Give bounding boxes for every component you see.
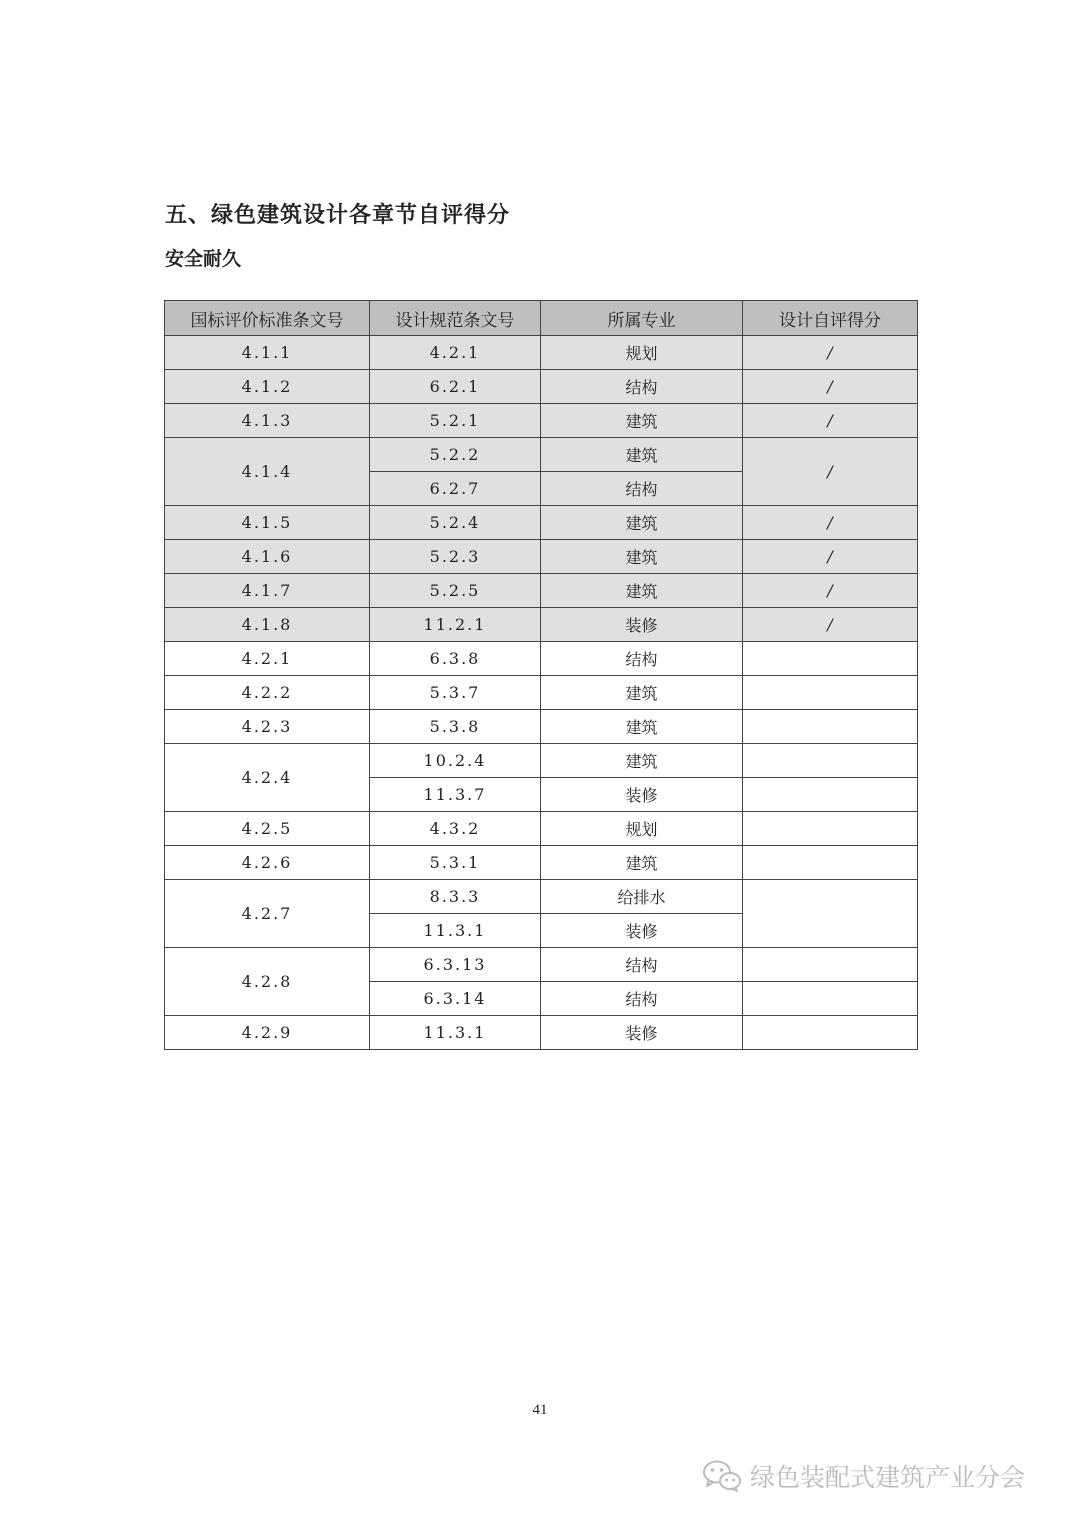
table-row (165, 642, 918, 676)
design-code-cell: 5.2.2 (370, 438, 541, 472)
self-score-cell (743, 812, 918, 846)
table-row (165, 540, 918, 574)
self-score-cell (743, 846, 918, 880)
standard-clause-cell: 4.2.5 (165, 812, 370, 846)
discipline-cell: 建筑 (541, 506, 743, 540)
standard-clause-cell: 4.1.5 (165, 506, 370, 540)
standard-clause-cell: 4.1.3 (165, 404, 370, 438)
design-code-cell: 5.3.8 (370, 710, 541, 744)
page-number: 41 (532, 1402, 548, 1418)
standard-clause-cell: 4.2.6 (165, 846, 370, 880)
discipline-cell: 结构 (541, 472, 743, 506)
design-code-cell: 5.2.1 (370, 404, 541, 438)
design-code-cell: 6.3.14 (370, 982, 541, 1016)
watermark-text: 绿色装配式建筑产业分会 (750, 1463, 1026, 1492)
design-code-cell: 11.2.1 (370, 608, 541, 642)
watermark (702, 1458, 1025, 1494)
self-score-cell (743, 710, 918, 744)
discipline-cell: 装修 (541, 778, 743, 812)
self-score-cell (743, 744, 918, 778)
discipline-cell: 给排水 (541, 880, 743, 914)
standard-clause-cell: 4.2.3 (165, 710, 370, 744)
header-discipline: 所属专业 (541, 301, 743, 336)
table-row (165, 370, 918, 404)
design-code-cell: 5.2.4 (370, 506, 541, 540)
subsection-heading: 安全耐久 (165, 248, 242, 270)
header-standard-clause: 国标评价标准条文号 (165, 301, 370, 336)
self-score-cell (743, 778, 918, 812)
self-score-cell: / (743, 506, 918, 540)
section-heading: 五、绿色建筑设计各章节自评得分 (165, 203, 511, 228)
table-row (165, 404, 918, 438)
table-row (165, 1016, 918, 1050)
standard-clause-cell: 4.2.9 (165, 1016, 370, 1050)
self-score-table (164, 300, 918, 1050)
self-score-cell (743, 880, 918, 948)
table-row (165, 676, 918, 710)
table-row (165, 710, 918, 744)
table-row (165, 846, 918, 880)
standard-clause-cell: 4.2.7 (165, 880, 370, 948)
discipline-cell: 建筑 (541, 710, 743, 744)
self-score-cell: / (743, 370, 918, 404)
discipline-cell: 建筑 (541, 744, 743, 778)
standard-clause-cell: 4.1.4 (165, 438, 370, 506)
discipline-cell: 结构 (541, 982, 743, 1016)
discipline-cell: 规划 (541, 336, 743, 370)
table-row (165, 744, 918, 778)
table-row (165, 574, 918, 608)
table-body (165, 336, 918, 1050)
design-code-cell: 6.3.8 (370, 642, 541, 676)
design-code-cell: 11.3.1 (370, 1016, 541, 1050)
table-row (165, 608, 918, 642)
self-score-cell (743, 948, 918, 982)
self-score-cell: / (743, 438, 918, 506)
discipline-cell: 结构 (541, 370, 743, 404)
self-score-cell: / (743, 574, 918, 608)
discipline-cell: 建筑 (541, 540, 743, 574)
self-score-cell (743, 642, 918, 676)
design-code-cell: 4.3.2 (370, 812, 541, 846)
table-row (165, 438, 918, 472)
table-row (165, 948, 918, 982)
design-code-cell: 5.2.3 (370, 540, 541, 574)
design-code-cell: 5.3.7 (370, 676, 541, 710)
standard-clause-cell: 4.1.1 (165, 336, 370, 370)
design-code-cell: 4.2.1 (370, 336, 541, 370)
standard-clause-cell: 4.1.7 (165, 574, 370, 608)
discipline-cell: 结构 (541, 642, 743, 676)
design-code-cell: 5.3.1 (370, 846, 541, 880)
self-score-cell: / (743, 336, 918, 370)
design-code-cell: 6.3.13 (370, 948, 541, 982)
standard-clause-cell: 4.2.8 (165, 948, 370, 1016)
discipline-cell: 装修 (541, 1016, 743, 1050)
self-score-cell: / (743, 608, 918, 642)
discipline-cell: 装修 (541, 914, 743, 948)
standard-clause-cell: 4.2.4 (165, 744, 370, 812)
design-code-cell: 10.2.4 (370, 744, 541, 778)
design-code-cell: 11.3.1 (370, 914, 541, 948)
standard-clause-cell: 4.2.2 (165, 676, 370, 710)
standard-clause-cell: 4.1.8 (165, 608, 370, 642)
table-header-row (165, 301, 918, 336)
self-score-cell: / (743, 540, 918, 574)
discipline-cell: 装修 (541, 608, 743, 642)
discipline-cell: 建筑 (541, 574, 743, 608)
design-code-cell: 11.3.7 (370, 778, 541, 812)
standard-clause-cell: 4.1.2 (165, 370, 370, 404)
header-design-code-clause: 设计规范条文号 (370, 301, 541, 336)
discipline-cell: 建筑 (541, 846, 743, 880)
self-score-cell: / (743, 404, 918, 438)
table-row (165, 880, 918, 914)
discipline-cell: 建筑 (541, 404, 743, 438)
discipline-cell: 规划 (541, 812, 743, 846)
table-row (165, 336, 918, 370)
discipline-cell: 建筑 (541, 676, 743, 710)
design-code-cell: 8.3.3 (370, 880, 541, 914)
table-row (165, 812, 918, 846)
standard-clause-cell: 4.2.1 (165, 642, 370, 676)
design-code-cell: 6.2.1 (370, 370, 541, 404)
self-score-cell (743, 676, 918, 710)
discipline-cell: 结构 (541, 948, 743, 982)
standard-clause-cell: 4.1.6 (165, 540, 370, 574)
design-code-cell: 6.2.7 (370, 472, 541, 506)
self-score-cell (743, 982, 918, 1016)
wechat-icon (702, 1459, 742, 1493)
table-row (165, 506, 918, 540)
design-code-cell: 5.2.5 (370, 574, 541, 608)
header-self-score: 设计自评得分 (743, 301, 918, 336)
discipline-cell: 建筑 (541, 438, 743, 472)
self-score-cell (743, 1016, 918, 1050)
